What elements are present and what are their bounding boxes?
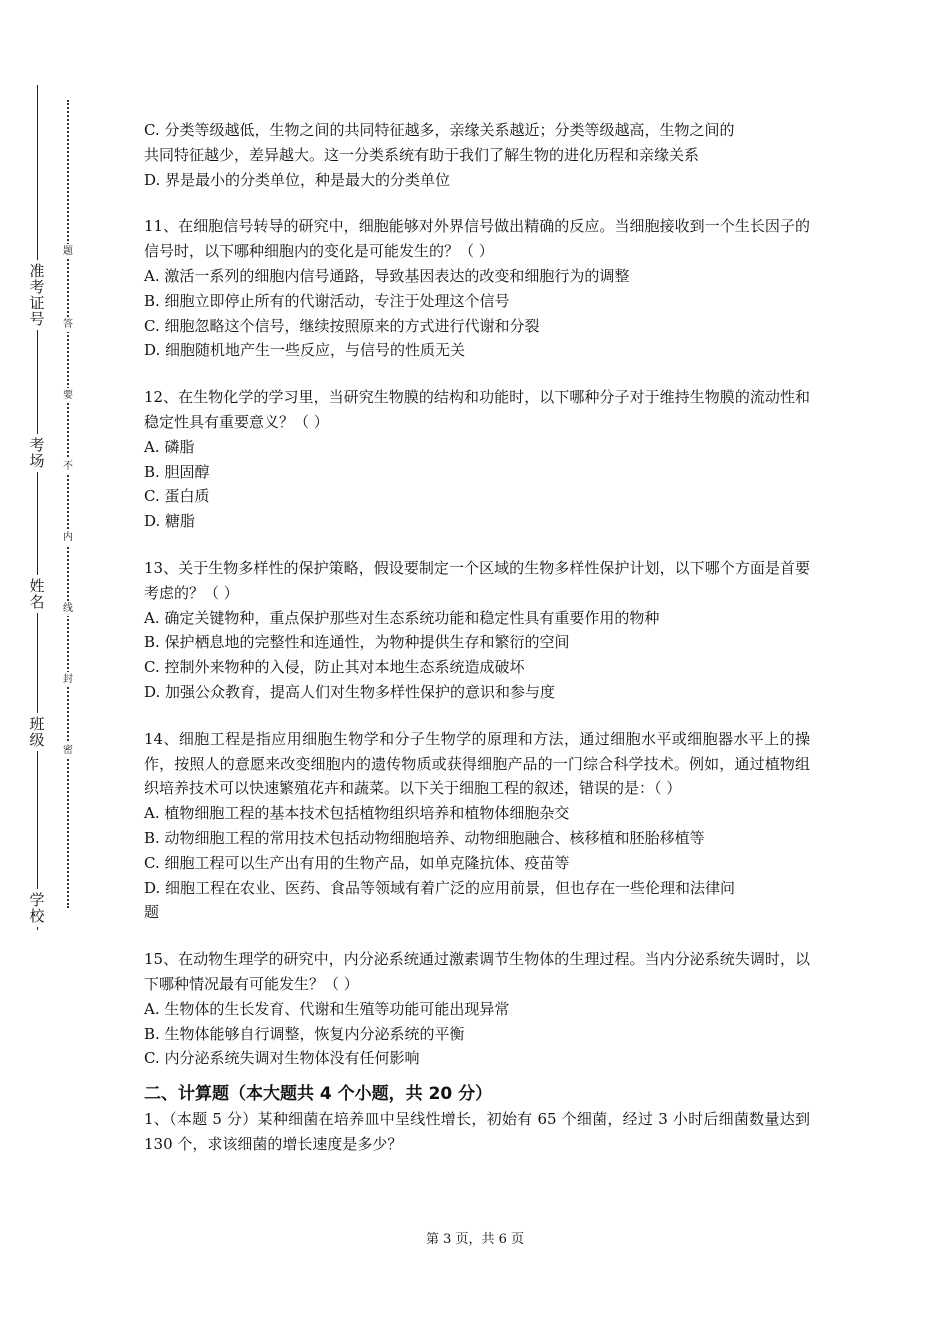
question-12 [144,385,810,534]
option-b: B. 动物细胞工程的常用技术包括动物细胞培养、动物细胞融合、核移植和胚胎移植等 [144,828,705,847]
seal-word-feng: 封 [63,674,73,685]
option-d: D. 细胞随机地产生一些反应，与信号的性质无关 [144,341,466,360]
option-c: C. 控制外来物种的入侵，防止其对本地生态系统造成破坏 [144,658,525,677]
option-d-line2: 题 [144,903,160,922]
seal-word-ti: 题 [63,246,73,257]
seal-word-nei: 内 [63,532,73,543]
option-a: A. 确定关键物种，重点保护那些对生态系统功能和稳定性具有重要作用的物种 [144,608,660,627]
name-label: 姓名 [24,575,50,613]
question-stem: 15、在动物生理学的研究中，内分泌系统通过激素调节生物体的生理过程。当内分泌系统失调时，以下哪种情况最有可能发生？（ ） [144,950,810,993]
option-d: D. 糖脂 [144,512,196,531]
question-stem: 14、细胞工程是指应用细胞生物学和分子生物学的原理和方法，通过细胞水平或细胞器水平上的操作，按照人的意愿来改变细胞内的遗传物质或获得细胞产品的一门综合科学技术。例如，通过植物组织培养技术可以快速繁殖花卉和蔬菜。以下关于细胞工程的叙述，错误的是：（ ） [144,729,810,798]
option-d-line1: D. 细胞工程在农业、医药、食品等领域有着广泛的应用前景，但也存在一些伦理和法律问 [144,878,736,897]
option-c: C. 细胞工程可以生产出有用的生物产品，如单克隆抗体、疫苗等 [144,853,570,872]
option-d: D. 界是最小的分类单位，种是最大的分类单位 [144,170,451,189]
exam-content [144,118,810,1157]
option-c: C. 蛋白质 [144,487,210,506]
option-c: C. 细胞忽略这个信号，继续按照原来的方式进行代谢和分裂 [144,316,540,335]
exam-room-label: 考场 [24,434,50,472]
seal-word-bu: 不 [63,461,73,472]
question-10-tail [144,118,810,192]
class-label: 班级 [24,713,50,751]
option-b: B. 细胞立即停止所有的代谢活动，专注于处理这个信号 [144,291,510,310]
seal-word-yao: 要 [63,390,73,401]
page-footer: 第 3 页，共 6 页 [425,1232,525,1247]
option-c: C. 内分泌系统失调对生物体没有任何影响 [144,1049,420,1068]
binding-line [37,85,38,930]
option-a: A. 激活一系列的细胞内信号通路，导致基因表达的改变和细胞行为的调整 [144,266,630,285]
school-label: 学校 [24,889,50,927]
question-14 [144,727,810,925]
calc-question-1-stem: 1、（本题 5 分）某种细菌在培养皿中呈线性增长，初始有 65 个细菌，经过 3 小时后细菌数量达到 130 个，求该细菌的增长速度是多少？ [144,1110,810,1153]
seal-word-da: 答 [63,319,73,330]
option-a: A. 植物细胞工程的基本技术包括植物组织培养和植物体细胞杂交 [144,804,570,823]
option-b: B. 保护栖息地的完整性和连通性，为物种提供生存和繁衍的空间 [144,633,570,652]
section-2-title: 二、计算题（本大题共 4 个小题，共 20 分） [144,1084,493,1105]
exam-number-label: 准考证号 [24,260,50,330]
seal-dotted-line [67,100,69,908]
seal-word-mi: 密 [63,745,73,756]
option-b: B. 胆固醇 [144,462,210,481]
question-13 [144,556,810,705]
option-c-line2: 共同特征越少，差异越大。这一分类系统有助于我们了解生物的进化历程和亲缘关系 [144,145,700,164]
question-15 [144,947,810,1071]
question-11 [144,214,810,363]
question-stem: 13、关于生物多样性的保护策略，假设要制定一个区域的生物多样性保护计划，以下哪个方面是首要考虑的？（ ） [144,558,810,602]
question-stem: 12、在生物化学的学习里，当研究生物膜的结构和功能时，以下哪种分子对于维持生物膜的流动性和稳定性具有重要意义？（ ） [144,388,810,431]
option-a: A. 磷脂 [144,437,195,456]
option-c-line1: C. 分类等级越低，生物之间的共同特征越多，亲缘关系越近；分类等级越高，生物之间的 [144,121,735,139]
question-stem: 11、在细胞信号转导的研究中，细胞能够对外界信号做出精确的反应。当细胞接收到一个生长因子的信号时，以下哪种细胞内的变化是可能发生的？（ ） [144,217,810,261]
seal-word-xian: 线 [63,603,73,614]
option-a: A. 生物体的生长发育、代谢和生殖等功能可能出现异常 [144,999,510,1018]
option-b: B. 生物体能够自行调整，恢复内分泌系统的平衡 [144,1024,465,1043]
option-d: D. 加强公众教育，提高人们对生物多样性保护的意识和参与度 [144,682,556,701]
